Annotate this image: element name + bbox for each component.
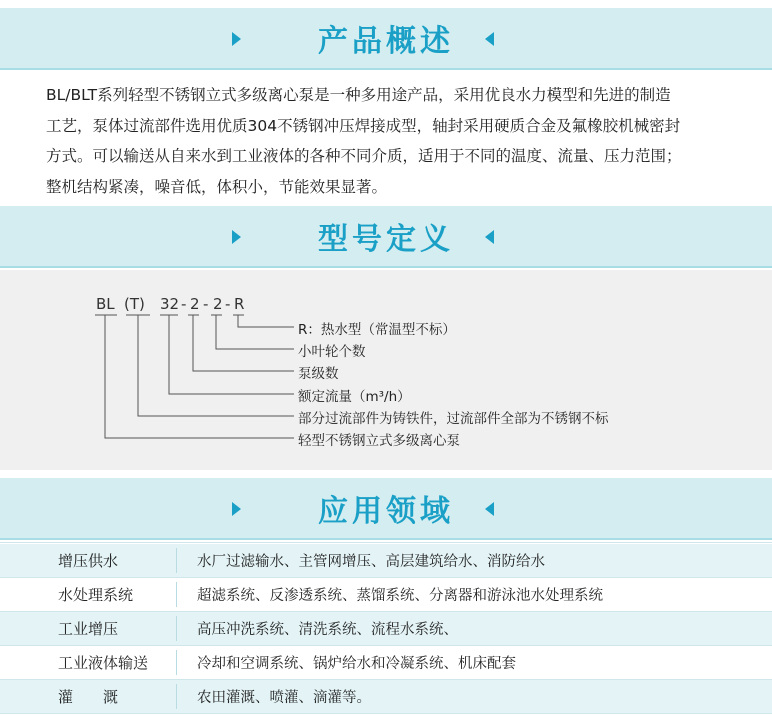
model-code-dash: - [203,295,209,313]
application-uses: 冷却和空调系统、锅炉给水和冷凝系统、机床配套 [197,656,516,672]
model-label-material: 部分过流部件为铸铁件，过流部件全部为不锈钢不标 [298,411,609,427]
column-divider [176,548,177,573]
column-divider [176,684,177,709]
model-label-hot: R：热水型（常温型不标） [298,322,456,338]
model-label-impellers: 小叶轮个数 [298,344,366,360]
application-uses: 水厂过滤输水、主管网增压、高层建筑给水、消防给水 [197,554,545,570]
overview-section-title: 产品概述 [318,24,454,59]
overview-line: 方式。可以输送从自来水到工业液体的各种不同介质，适用于不同的温度、流量、压力范围； [46,147,682,165]
application-field: 增压供水 [58,552,119,570]
column-divider [176,582,177,607]
column-divider [176,650,177,675]
model-code-series: BL [96,295,115,313]
model-section-title: 型号定义 [318,222,454,257]
model-label-stages: 泵级数 [298,366,339,382]
application-field: 工业增压 [58,620,119,638]
overview-line: BL/BLT系列轻型不锈钢立式多级离心泵是一种多用途产品，采用优良水力模型和先进的制造 [46,86,671,104]
model-label-flow: 额定流量（m³/h） [298,389,411,405]
application-uses: 高压冲洗系统、清洗系统、流程水系统、 [197,622,458,638]
model-code-material: (T) [124,295,145,313]
model-code-dash: - [225,295,231,313]
triangle-left-icon [485,502,494,516]
model-code-stages: 2 [190,295,200,313]
table-row [0,612,772,645]
application-field: 灌 溉 [58,688,119,706]
overview-line: 工艺，泵体过流部件选用优质304不锈钢冲压焊接成型，轴封采用硬质合金及氟橡胶机械密封 [46,116,681,135]
application-section-title: 应用领域 [318,494,454,529]
table-divider [0,542,772,543]
column-divider [176,616,177,641]
application-section-header [0,478,772,540]
model-code-hot: R [234,295,245,313]
table-row [0,578,772,611]
model-label-series: 轻型不锈钢立式多级离心泵 [298,433,460,449]
model-code-impellers: 2 [213,295,223,313]
table-row [0,680,772,713]
table-row [0,544,772,577]
model-code-flow: 32 [160,295,180,313]
table-row [0,646,772,679]
model-code-dash: - [181,295,187,313]
overview-line: 整机结构紧凑，噪音低，体积小，节能效果显著。 [46,177,388,196]
application-uses: 超滤系统、反渗透系统、蒸馏系统、分离器和游泳池水处理系统 [197,588,603,604]
table-divider [0,713,772,714]
application-field: 工业液体输送 [58,654,149,672]
application-uses: 农田灌溉、喷灌、滴灌等。 [197,690,371,706]
application-field: 水处理系统 [58,586,134,604]
